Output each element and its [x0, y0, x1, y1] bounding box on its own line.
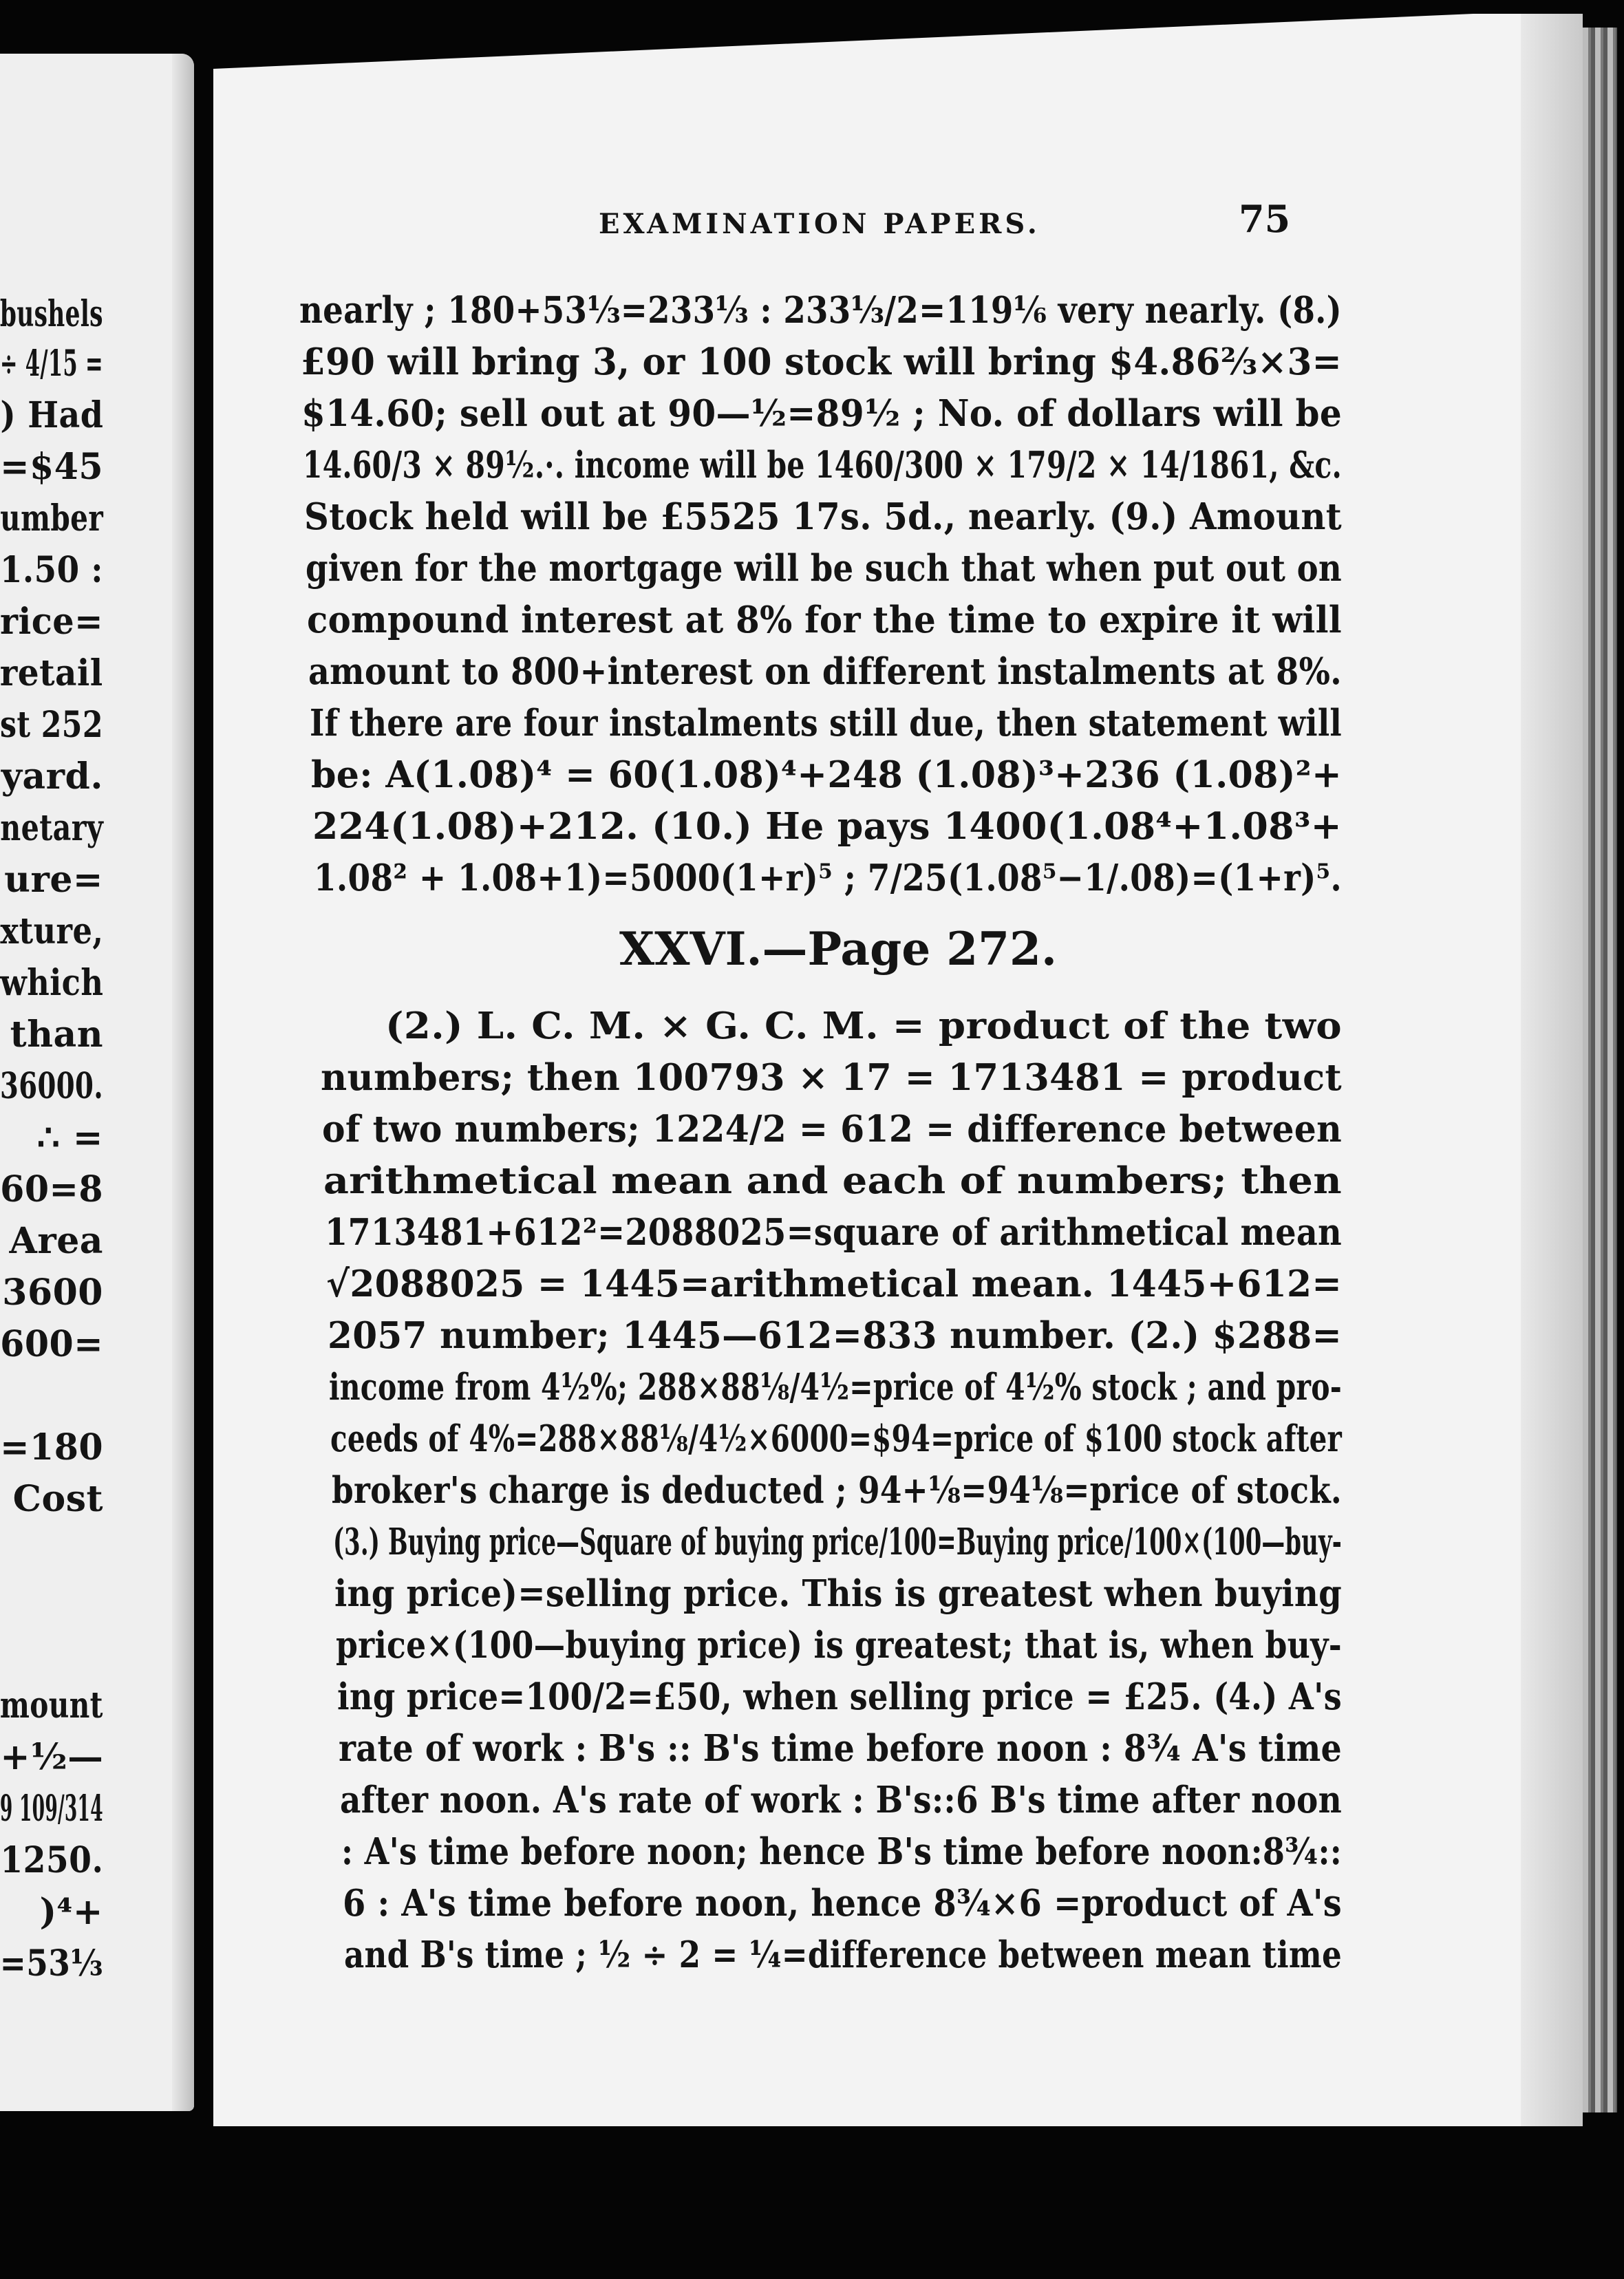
body-line: numbers; then 100793 × 17 = 1713481 = product [321, 1056, 1342, 1099]
body-line: broker's charge is deducted ; 94+⅛=94⅛=price of stock. [332, 1469, 1342, 1512]
left-page-line: Area [9, 1220, 103, 1262]
page-number: 75 [1239, 197, 1291, 241]
body-line: nearly ; 180+53⅓=233⅓ : 233⅓/2=119⅙ very nearly. (8.) [299, 289, 1342, 332]
body-line: 14.60/3 × 89½.·. income will be 1460/300 × 179/2 × 14/1861, &c. [303, 444, 1342, 486]
left-page-line: =53⅓ [0, 1943, 103, 1984]
section-title: XXVI.—Page 272. [619, 922, 1057, 976]
left-page-line: 1250. [0, 1839, 103, 1881]
left-page-line: ∴ = [36, 1117, 103, 1159]
body-line: : A's time before noon; hence B's time before noon:8¾:: [341, 1830, 1342, 1873]
body-line: £90 will bring 3, or 100 stock will bring $4.86⅔×3= [301, 341, 1342, 383]
body-line: price×(100—buying price) is greatest; that is, when buy- [336, 1624, 1342, 1667]
left-page-line: rice= [0, 601, 103, 643]
body-line: compound interest at 8% for the time to expire it will [307, 599, 1342, 641]
left-page-line: )⁴+ [39, 1891, 103, 1933]
body-line: after noon. A's rate of work : B's::6 B's time after noon [340, 1779, 1342, 1821]
left-page-line: 3600 [2, 1272, 103, 1314]
body-line: ing price=100/2=£50, when selling price = £25. (4.) A's [337, 1676, 1342, 1718]
left-page-line: =180 [0, 1426, 103, 1468]
left-page-line: +½— [0, 1736, 103, 1778]
body-line: be: A(1.08)⁴ = 60(1.08)⁴+248 (1.08)³+236 (1.08)²+ [311, 753, 1342, 796]
left-page-line: netary [0, 807, 103, 849]
body-line: √2088025 = 1445=arithmetical mean. 1445+612= [326, 1263, 1342, 1305]
left-page-line: 36000. [0, 1065, 103, 1107]
body-line: 6 : A's time before noon, hence 8¾×6 =product of A's [343, 1882, 1342, 1925]
body-line: 224(1.08)+212. (10.) He pays 1400(1.08⁴+1.08³+ [312, 805, 1342, 848]
body-line: 1.08² + 1.08+1)=5000(1+r)⁵ ; 7/25(1.08⁵−1/.08)=(1+r)⁵. [314, 857, 1342, 899]
left-page-line: =$45 [0, 446, 103, 488]
body-line: income from 4½%; 288×88⅛/4½=price of 4½% stock ; and pro- [329, 1366, 1342, 1409]
left-page-fragment [0, 54, 194, 2111]
body-line: and B's time ; ½ ÷ 2 = ¼=difference between mean time [344, 1934, 1342, 1976]
body-line: $14.60; sell out at 90—½=89½ ; No. of dollars will be [301, 392, 1342, 435]
left-page-line: bushels [0, 293, 103, 335]
left-page-line: than [10, 1014, 103, 1056]
left-page-line: mount [0, 1684, 103, 1726]
body-line: given for the mortgage will be such that when put out on [306, 547, 1342, 590]
left-page-line: ure= [4, 859, 103, 901]
left-page-line: ) Had [0, 394, 103, 436]
body-line: ceeds of 4%=288×88⅛/4½×6000=$94=price of $100 stock after [330, 1417, 1342, 1460]
running-head: EXAMINATION PAPERS. [599, 208, 1040, 240]
left-page-line: xture, [0, 910, 103, 952]
left-page-line: yard. [1, 756, 103, 798]
body-line: of two numbers; 1224/2 = 612 = difference between [322, 1108, 1342, 1151]
left-page-line: ÷ 4/15 = [0, 343, 103, 385]
left-page-line: umber [0, 497, 103, 539]
body-line: 2057 number; 1445—612=833 number. (2.) $288= [328, 1314, 1342, 1357]
body-line: Stock held will be £5525 17s. 5d., nearly. (9.) Amount [304, 495, 1342, 538]
left-page-line: st 252 [0, 704, 103, 746]
body-line: rate of work : B's :: B's time before noon : 8¾ A's time [339, 1727, 1342, 1770]
left-page-line: 600= [0, 1323, 103, 1365]
left-page-gutter [172, 54, 194, 2111]
left-page-line: retail [0, 652, 103, 694]
body-line: amount to 800+interest on different instalments at 8%. [308, 650, 1342, 693]
body-line: (3.) Buying price—Square of buying price/100=Buying price/100×(100—buy- [333, 1521, 1342, 1563]
left-page-line: 1.50 : [0, 549, 103, 591]
body-line: If there are four instalments still due, then statement will [310, 702, 1342, 745]
left-page-line: 60=8 [0, 1168, 103, 1210]
body-line: (2.) L. C. M. × G. C. M. = product of the two [385, 1005, 1342, 1047]
left-page-line: Cost [12, 1478, 103, 1520]
body-line: arithmetical mean and each of numbers; then [323, 1159, 1342, 1202]
body-line: 1713481+612²=2088025=square of arithmetical mean [325, 1211, 1342, 1254]
left-page-line: 9 109/314 [0, 1788, 103, 1830]
page-gutter-shadow [1521, 14, 1583, 2126]
left-page-line: which [0, 962, 103, 1004]
body-line: ing price)=selling price. This is greatest when buying [334, 1572, 1342, 1615]
